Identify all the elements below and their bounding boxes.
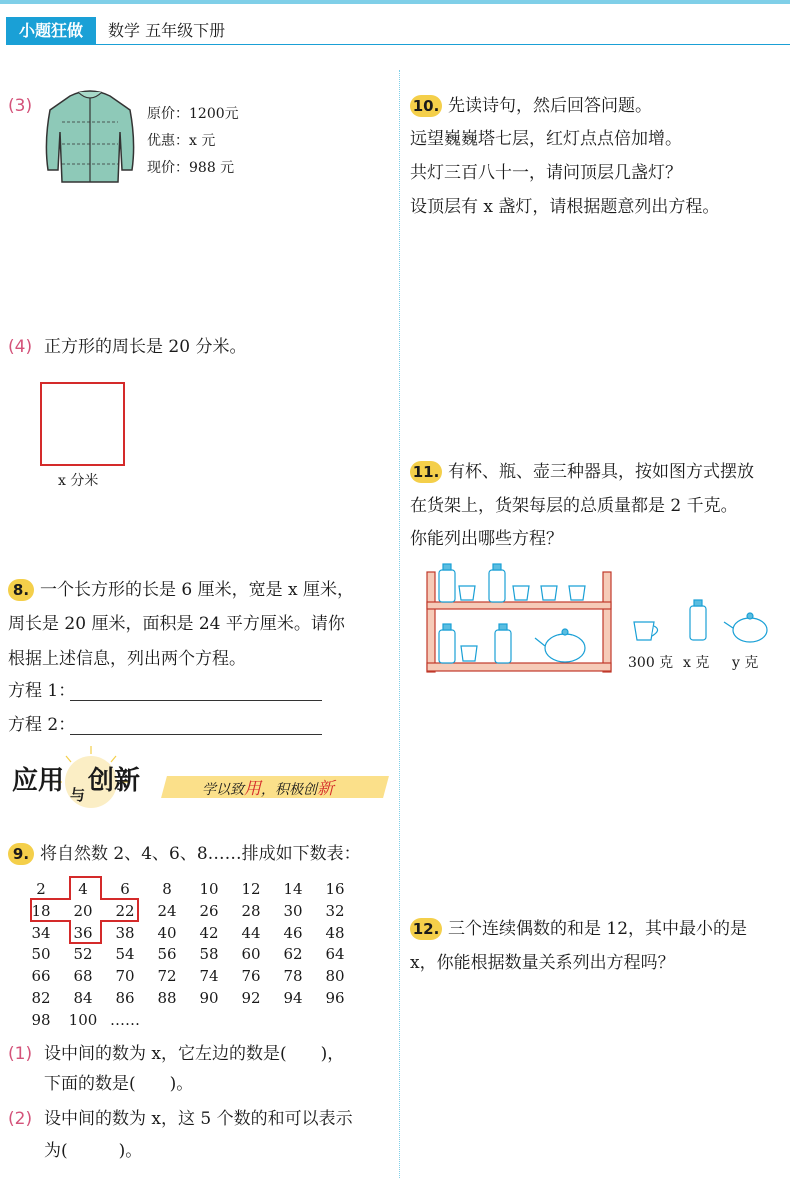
table-cell: 78	[283, 967, 303, 986]
banner-title-and: 与	[70, 786, 86, 804]
table-cell: 44	[241, 923, 261, 942]
table-cell: 28	[241, 901, 261, 920]
q9-number-badge: 9.	[8, 843, 34, 865]
table-cell: 40	[157, 923, 177, 942]
q4-label: (4)	[8, 337, 33, 357]
table-cell: 82	[31, 989, 51, 1007]
legend-items	[630, 596, 780, 652]
top-decor-strip	[0, 0, 790, 4]
q3-line-current-price: 现价：988 元	[147, 160, 235, 176]
cross-highlight	[30, 876, 142, 946]
q4-caption: x 分米	[58, 473, 99, 489]
q10-line-2: 远望巍巍塔七层，红灯点点倍加增。	[410, 129, 682, 149]
section-banner	[6, 744, 386, 814]
q10-line-3: 共灯三百八十一，请问顶层几盏灯？	[410, 163, 682, 183]
table-cell: 70	[115, 967, 135, 986]
q9-text: 将自然数 2、4、6、8……排成如下数表：	[40, 844, 361, 864]
q12-line-2: x，你能根据数量关系列出方程吗？	[410, 953, 675, 973]
table-cell: 32	[325, 901, 345, 920]
q11-line-2: 在货架上，货架每层的总质量都是 2 千克。	[410, 496, 738, 516]
banner-title-innovate: 创新	[88, 766, 141, 796]
table-cell: 52	[73, 945, 93, 964]
table-cell: 94	[283, 989, 303, 1007]
table-cell: 48	[325, 923, 345, 942]
q12-number-badge: 12.	[410, 918, 442, 940]
table-cell: 50	[31, 945, 51, 964]
q8-line-3: 根据上述信息，列出两个方程。	[8, 649, 246, 669]
q11-line-1	[410, 461, 754, 483]
q9-p1-label: (1)	[8, 1044, 33, 1064]
q8-eq2-label: 方程 2：	[8, 715, 76, 735]
q8-number-badge: 8.	[8, 579, 34, 601]
q11-text-1: 有杯、瓶、壶三种器具，按如图方式摆放	[448, 462, 754, 482]
table-cell: 60	[241, 945, 261, 964]
slogan-part-2: ，积极创	[261, 782, 317, 798]
table-cell: 22	[115, 901, 135, 920]
q9-p1-line2: 下面的数是( )。	[44, 1074, 194, 1094]
column-divider	[399, 70, 400, 1178]
q3-line-discount: 优惠：x 元	[147, 133, 216, 149]
table-cell: 64	[325, 945, 345, 964]
table-cell: 24	[157, 901, 177, 920]
header-tag: 小题狂做	[6, 17, 96, 45]
table-cell: 72	[157, 967, 177, 986]
header-rule	[96, 44, 790, 45]
q10-number-badge: 10.	[410, 95, 442, 117]
q8-text-1: 一个长方形的长是 6 厘米，宽是 x 厘米，	[40, 580, 355, 600]
shelf-illustration	[425, 560, 615, 675]
slogan-part-1: 学以致	[202, 782, 244, 798]
q3-label: (3)	[8, 96, 33, 116]
jacket-icon	[40, 82, 140, 192]
legend-teapot-weight: y 克	[732, 655, 759, 671]
q9-p1-line1: 设中间的数为 x，它左边的数是( )，	[44, 1044, 345, 1064]
q12-line-1	[410, 918, 747, 940]
q8-eq1-label: 方程 1：	[8, 681, 76, 701]
q8-eq2-blank[interactable]	[70, 734, 322, 735]
table-cell: 36	[73, 923, 93, 942]
q11-number-badge: 11.	[410, 461, 442, 483]
table-cell: 54	[115, 945, 135, 964]
table-cell: 42	[199, 923, 219, 942]
q9-line	[8, 843, 361, 865]
q10-line-1	[410, 95, 652, 117]
table-cell: 20	[73, 901, 93, 920]
page-header	[0, 13, 790, 49]
table-cell: 68	[73, 967, 93, 986]
table-cell: 30	[283, 901, 303, 920]
table-cell: 96	[325, 989, 345, 1007]
table-cell: 90	[199, 989, 219, 1007]
table-cell: 2	[36, 880, 46, 898]
banner-slogan	[202, 778, 334, 801]
table-cell: 98	[31, 1010, 51, 1029]
q9-p2-line1: 设中间的数为 x，这 5 个数的和可以表示	[44, 1109, 353, 1129]
banner-title-apply: 应用	[12, 766, 65, 796]
legend-cup-weight: 300 克	[628, 655, 674, 671]
table-cell: 74	[199, 967, 219, 986]
q8-eq1-blank[interactable]	[70, 700, 322, 701]
table-cell: 38	[115, 923, 135, 942]
q12-text-1: 三个连续偶数的和是 12，其中最小的是	[448, 919, 748, 939]
square-figure	[40, 382, 125, 466]
q4-text: 正方形的周长是 20 分米。	[44, 337, 247, 357]
table-cell: 80	[325, 967, 345, 986]
q3-line-original-price: 原价：1200元	[147, 106, 239, 122]
table-cell: 10	[199, 880, 219, 898]
legend-bottle-weight: x 克	[683, 655, 710, 671]
table-cell: 34	[31, 923, 51, 942]
table-cell: 4	[78, 880, 88, 898]
slogan-highlight-1: 用	[244, 779, 261, 799]
q8-line-1	[8, 579, 354, 601]
header-title: 数学 五年级下册	[108, 21, 226, 40]
table-cell: 100	[68, 1010, 98, 1029]
q11-line-3: 你能列出哪些方程？	[410, 529, 563, 549]
table-cell: 92	[241, 989, 261, 1007]
table-cell: 6	[120, 880, 130, 898]
q8-line-2: 周长是 20 厘米，面积是 24 平方厘米。请你	[8, 614, 345, 634]
table-cell: 86	[115, 989, 135, 1007]
table-cell: 18	[31, 901, 51, 920]
table-cell: 84	[73, 989, 93, 1007]
table-cell: 26	[199, 901, 219, 920]
table-cell: 62	[283, 945, 303, 964]
q10-text-1: 先读诗句，然后回答问题。	[448, 96, 652, 116]
q9-p2-label: (2)	[8, 1109, 33, 1129]
table-cell: 8	[162, 880, 172, 898]
table-cell: 14	[283, 880, 303, 898]
table-cell: 88	[157, 989, 177, 1007]
table-cell: ……	[110, 1010, 140, 1029]
table-cell: 46	[283, 923, 303, 942]
slogan-highlight-2: 新	[317, 779, 334, 799]
table-cell: 56	[157, 945, 177, 964]
table-cell: 12	[241, 880, 261, 898]
q9-p2-line2: 为( )。	[44, 1141, 143, 1161]
table-cell: 76	[241, 967, 261, 986]
table-cell: 66	[31, 967, 51, 986]
table-cell: 16	[325, 880, 345, 898]
q10-line-4: 设顶层有 x 盏灯，请根据题意列出方程。	[410, 197, 720, 217]
table-cell: 58	[199, 945, 219, 964]
